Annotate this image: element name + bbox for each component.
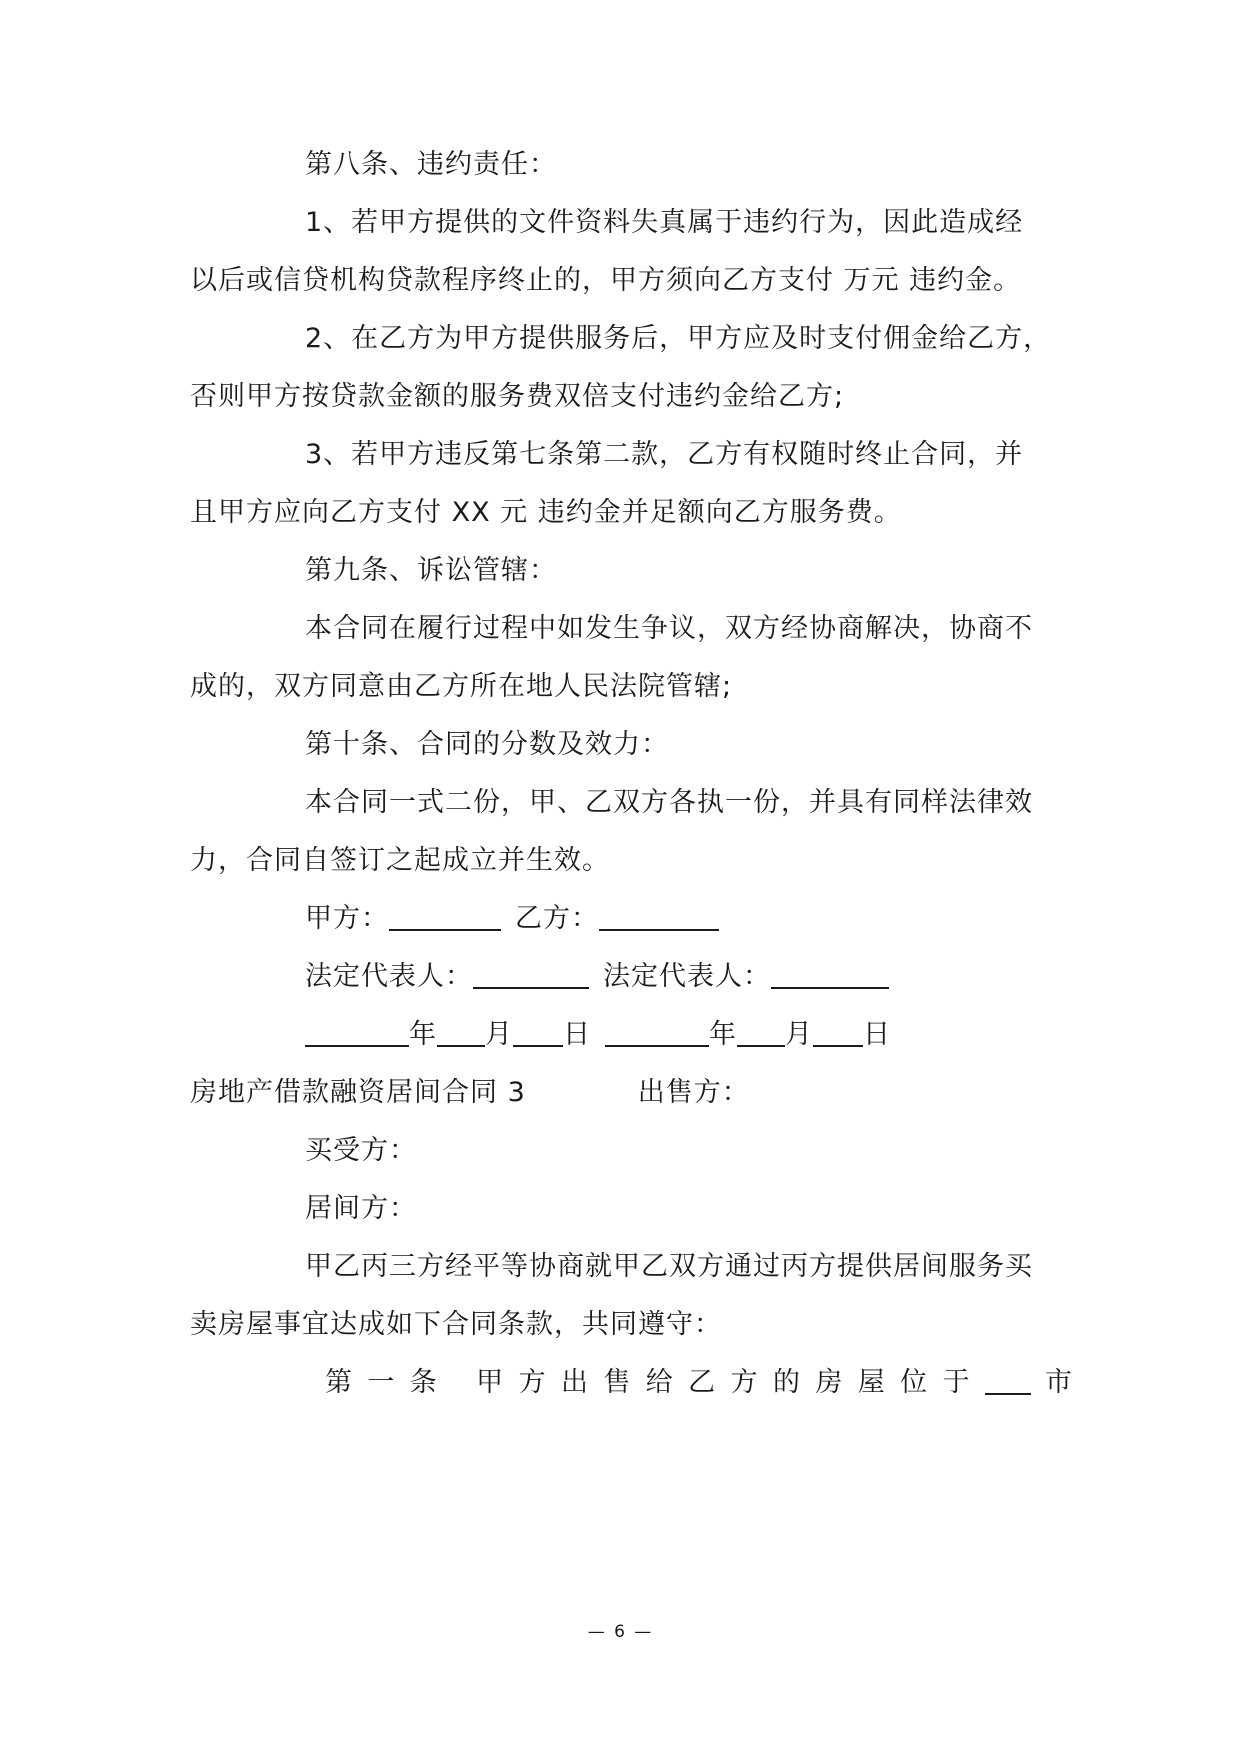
city-blank: [985, 1367, 1031, 1395]
article-1-text: 第一条 甲方出售给乙方的房屋位于: [325, 1367, 985, 1398]
article-1-line: [325, 1366, 1087, 1400]
paragraph-line: 本合同在履行过程中如发生争议，双方经协商解决，协商不: [305, 613, 1033, 644]
day-label: 日: [563, 1019, 591, 1050]
paragraph-line: 3、若甲方违反第七条第二款，乙方有权随时终止合同，并: [305, 439, 1024, 470]
article-8-heading: 第八条、违约责任：: [305, 149, 557, 180]
rep-a-label: 法定代表人：: [305, 961, 473, 992]
year-blank: [305, 1019, 409, 1047]
paragraph-line: 成的，双方同意由乙方所在地人民法院管辖;: [190, 671, 733, 702]
paragraph-line: 甲乙丙三方经平等协商就甲乙双方通过丙方提供居间服务买: [305, 1251, 1033, 1282]
paragraph-line: 2、在乙方为甲方提供服务后，甲方应及时支付佣金给乙方，: [305, 323, 1052, 354]
contract-title: 房地产借款融资居间合同 3: [190, 1077, 526, 1108]
signature-rep-line: [305, 960, 889, 994]
seller-label: 出售方：: [637, 1077, 750, 1108]
buyer-label: 买受方：: [305, 1135, 417, 1166]
day-blank: [513, 1019, 563, 1047]
paragraph-line: 以后或信贷机构贷款程序终止的，甲方须向乙方支付 万元 违约金。: [190, 265, 1022, 296]
party-a-label: 甲方：: [305, 903, 389, 934]
city-suffix: 市: [1044, 1367, 1088, 1398]
broker-label: 居间方：: [305, 1193, 417, 1224]
month-label: 月: [485, 1019, 513, 1050]
rep-b-blank: [771, 961, 889, 989]
rep-b-label: 法定代表人：: [603, 961, 771, 992]
paragraph-line: 本合同一式二份，甲、乙双方各执一份，并具有同样法律效: [305, 787, 1033, 818]
article-9-heading: 第九条、诉讼管辖：: [305, 555, 557, 586]
party-a-blank: [389, 903, 501, 931]
paragraph-line: 1、若甲方提供的文件资料失真属于违约行为，因此造成经: [305, 207, 1024, 238]
year-label: 年: [409, 1019, 437, 1050]
month-blank: [437, 1019, 485, 1047]
paragraph-line: 且甲方应向乙方支付 XX 元 违约金并足额向乙方服务费。: [190, 497, 902, 528]
signature-party-line: [305, 902, 719, 936]
year-label: 年: [709, 1019, 737, 1050]
signature-date-line: [305, 1018, 891, 1052]
page-number: — 6 —: [587, 1622, 654, 1642]
month-blank: [737, 1019, 785, 1047]
paragraph-line: 否则甲方按贷款金额的服务费双倍支付违约金给乙方;: [190, 381, 845, 412]
contract-title-line: [190, 1076, 750, 1110]
month-label: 月: [785, 1019, 813, 1050]
day-blank: [813, 1019, 863, 1047]
rep-a-blank: [473, 961, 589, 989]
party-b-label: 乙方：: [515, 903, 599, 934]
article-10-heading: 第十条、合同的分数及效力：: [305, 729, 669, 760]
paragraph-line: 卖房屋事宜达成如下合同条款，共同遵守：: [190, 1309, 722, 1340]
paragraph-line: 力，合同自签订之起成立并生效。: [190, 845, 610, 876]
year-blank: [605, 1019, 709, 1047]
day-label: 日: [863, 1019, 891, 1050]
party-b-blank: [599, 903, 719, 931]
